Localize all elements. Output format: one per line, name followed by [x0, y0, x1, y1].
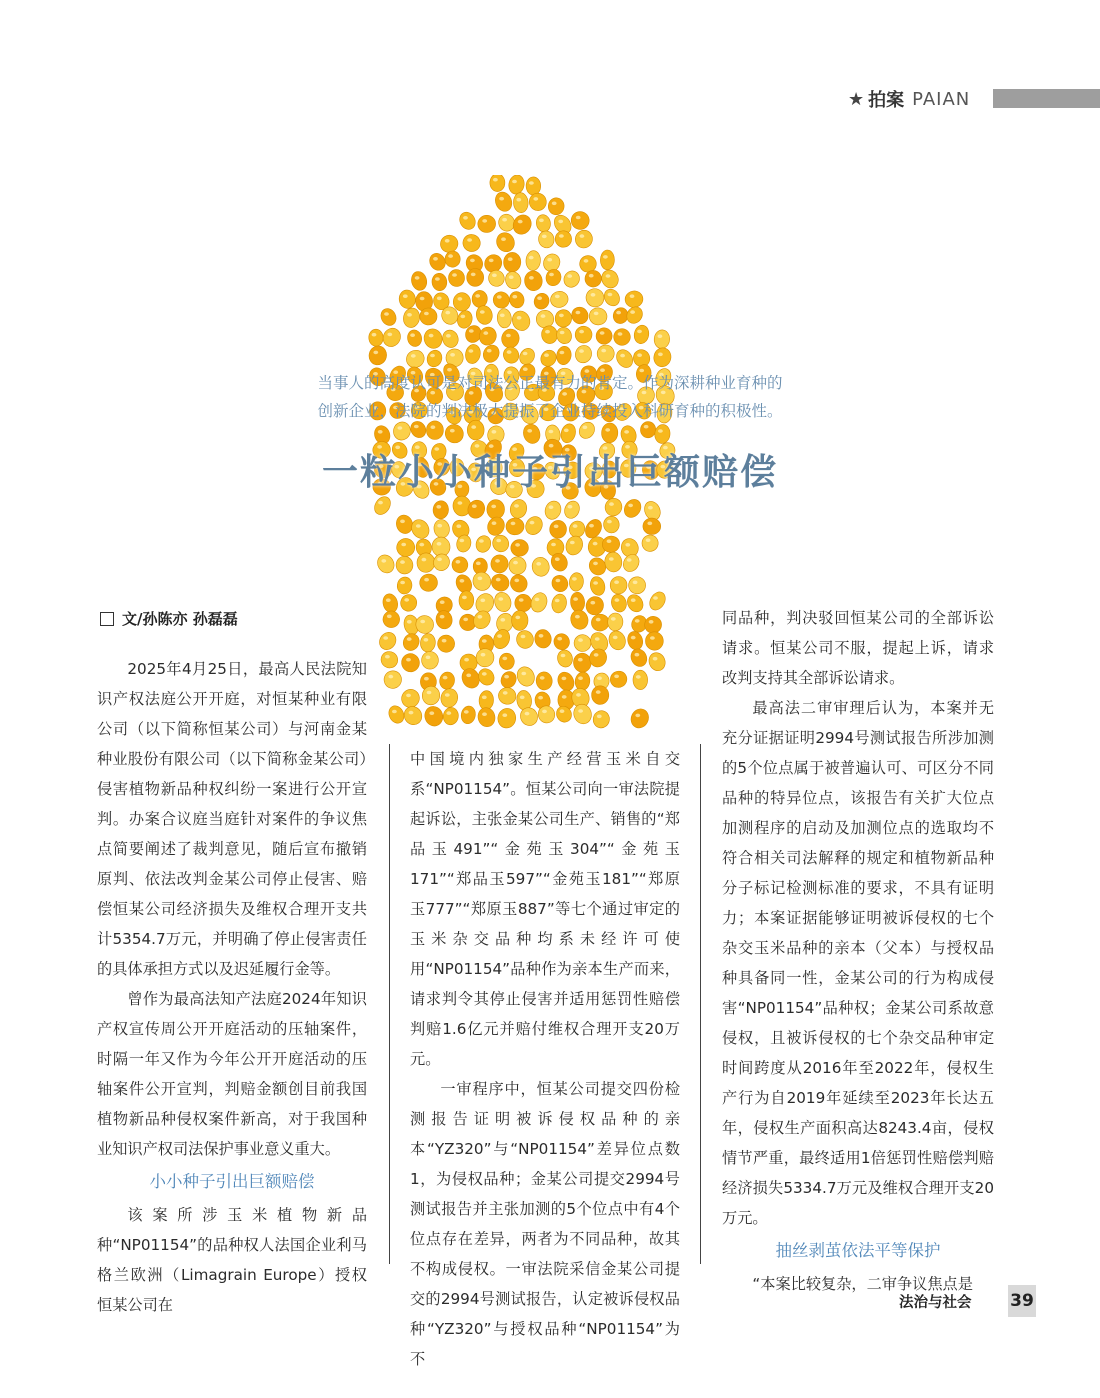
column-2: [410, 744, 680, 1374]
column-3: [722, 603, 994, 1299]
section-title-cn: 拍案: [868, 90, 905, 111]
byline-box-icon: [100, 612, 114, 626]
paragraph: 同品种，判决驳回恒某公司的全部诉讼请求。恒某公司不服，提起上诉，请求改判支持其全部诉讼请求。: [722, 609, 994, 687]
section-header: [848, 86, 970, 112]
star-icon: ★: [848, 88, 865, 110]
paragraph: 该案所涉玉米植物新品种“NP01154”的品种权人法国企业利马格兰欧洲（Limagrain Europe）授权恒某公司在: [97, 1206, 367, 1314]
lead-line-2: 创新企业，法院的判决极大提振了企业持续投入科研育种的积极性。: [317, 402, 783, 420]
column-divider: [389, 744, 390, 1264]
lead-line-1: 当事人的高度认可是对司法公正最有力的肯定。作为深耕种业育种的: [317, 374, 783, 392]
byline: [100, 608, 238, 629]
subheading: 小小种子引出巨额赔偿: [149, 1172, 315, 1191]
column-1: [97, 654, 367, 1320]
section-title-en: PAIAN: [912, 88, 971, 110]
paragraph: 中国境内独家生产经营玉米自交系“NP01154”。恒某公司向一审法院提起诉讼，主张金某公司生产、销售的“郑品玉491”“金苑玉304”“金苑玉171”“郑品玉597”“金苑玉181”“郑原玉777”“郑原玉887”等七个通过审定的玉米杂交品种均系未经许可使用“NP01154”品种作为亲本生产而来，请求判令其停止侵害并适用惩罚性赔偿判赔1.6亿元并赔付维权合理开支20万元。: [410, 750, 680, 1068]
column-divider: [700, 744, 701, 1264]
article-headline: 一粒小小种子引出巨额赔偿: [321, 452, 778, 493]
magazine-name: 法治与社会: [899, 1295, 972, 1311]
section-header-bar: [993, 89, 1100, 108]
subheading: 抽丝剥茧依法平等保护: [775, 1241, 941, 1260]
paragraph: 2025年4月25日，最高人民法院知识产权法庭公开开庭，对恒某种业有限公司（以下简称恒某公司）与河南金某种业股份有限公司（以下简称金某公司）侵害植物新品种权纠纷一案进行公开宣判。办案合议庭当庭针对案件的争议焦点简要阐述了裁判意见，随后宣布撤销原判、依法改判金某公司停止侵害、赔偿恒某公司经济损失及维权合理开支共计5354.7万元，并明确了停止侵害责任的具体承担方式以及迟延履行金等。: [97, 660, 367, 978]
paragraph: 曾作为最高法知产法庭2024年知识产权宣传周公开开庭活动的压轴案件，时隔一年又作为今年公开开庭活动的压轴案件公开宣判，判赔金额创目前我国植物新品种侵权案件新高，对于我国种业知识产权司法保护事业意义重大。: [97, 990, 367, 1158]
paragraph: 最高法二审审理后认为，本案并无充分证据证明2994号测试报告所涉加测的5个位点属于被普遍认可、可区分不同品种的特异位点，该报告有关扩大位点加测程序的启动及加测位点的选取均不符合相关司法解释的规定和植物新品种分子标记检测标准的要求，不具有证明力；本案证据能够证明被诉侵权的七个杂交玉米品种的亲本（父本）与授权品种具备同一性，金某公司的行为构成侵害“NP01154”品种权；金某公司系故意侵权，且被诉侵权的七个杂交品种审定时间跨度从2016年至2022年，侵权生产行为自2019年延续至2023年长达五年，侵权生产面积高达8243.4亩，侵权情节严重，最终适用1倍惩罚性赔偿判赔经济损失5334.7万元及维权合理开支20万元。: [722, 699, 994, 1227]
page-number: 39: [1008, 1285, 1036, 1317]
paragraph: “本案比较复杂，二审争议焦点是: [752, 1275, 973, 1293]
byline-authors: 文/孙陈亦 孙磊磊: [122, 610, 238, 628]
paragraph: 一审程序中，恒某公司提交四份检测报告证明被诉侵权品种的亲本“YZ320”与“NP01154”差异位点数1，为侵权品种；金某公司提交2994号测试报告并主张加测的5个位点中有4个位点存在差异，两者为不同品种，故其不构成侵权。一审法院采信金某公司提交的2994号测试报告，认定被诉侵权品种“YZ320”与授权品种“NP01154”为不: [410, 1080, 680, 1368]
